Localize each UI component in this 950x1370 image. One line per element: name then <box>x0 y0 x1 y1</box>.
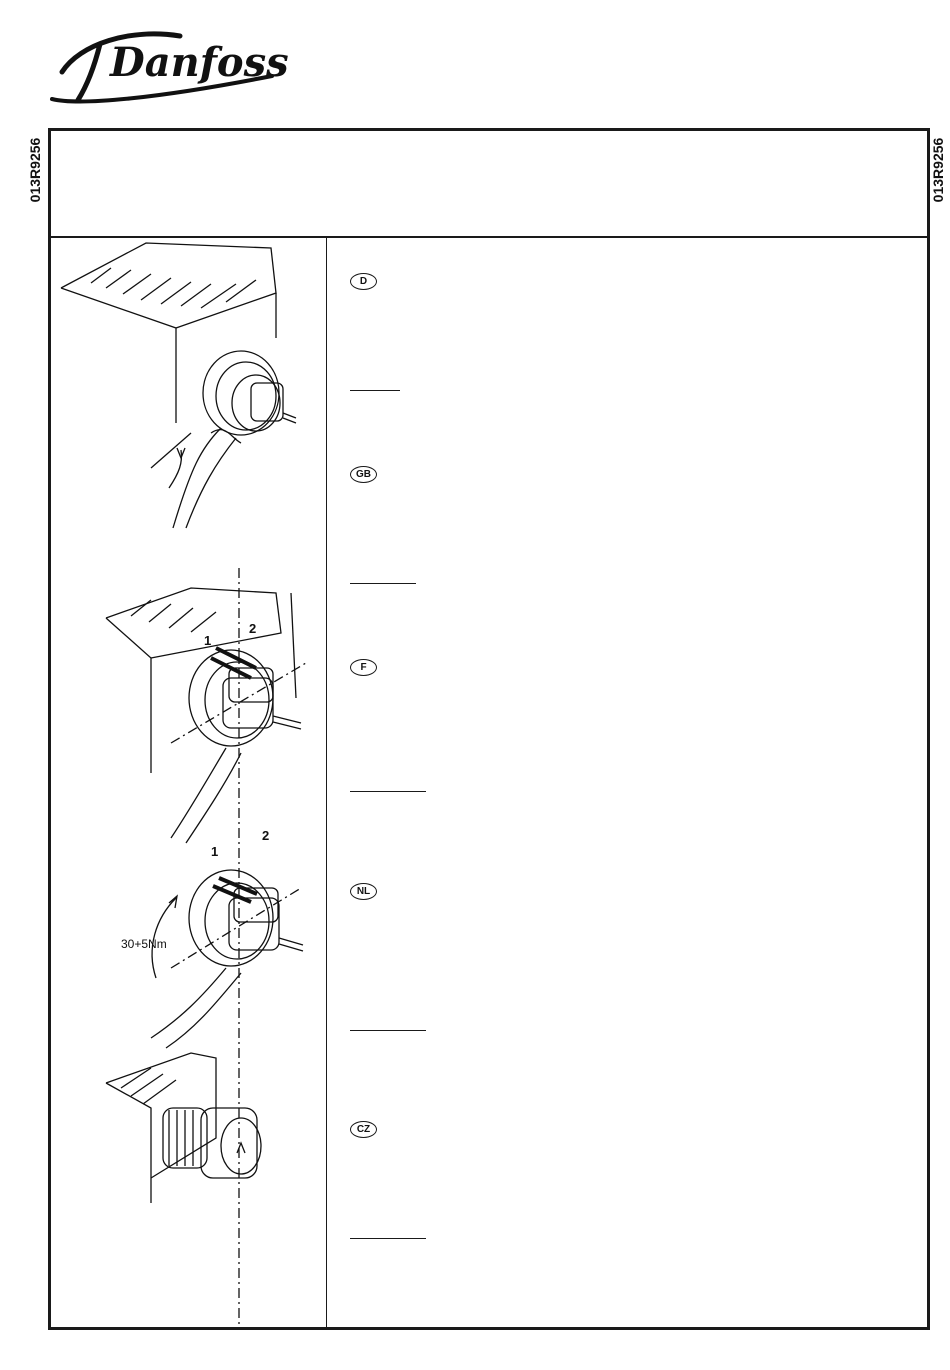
doc-code-left: 013R9256 <box>27 137 43 203</box>
lang-badge-gb: GB <box>350 466 377 483</box>
torque-label: 30+5Nm <box>121 937 167 951</box>
installation-illustrations <box>51 238 326 1327</box>
lang-badge-nl: NL <box>350 883 377 900</box>
header-band <box>51 131 927 238</box>
text-column <box>328 238 927 1327</box>
figure-3-label-2: 2 <box>262 828 270 843</box>
figure-2-label-2: 2 <box>249 621 257 636</box>
figure-sensor-mounted <box>106 1053 261 1203</box>
figure-3-label-1: 1 <box>211 844 219 859</box>
lang-badge-f: F <box>350 659 377 676</box>
section-separator <box>350 583 416 584</box>
logo-wordmark: Danfoss <box>110 39 289 86</box>
illustration-column <box>51 238 327 1327</box>
figure-torque-wrench <box>151 870 303 1048</box>
section-separator <box>350 1030 426 1031</box>
danfoss-logo <box>40 14 290 114</box>
lang-badge-cz: CZ <box>350 1121 377 1138</box>
lang-badge-d: D <box>350 273 377 290</box>
section-separator <box>350 791 426 792</box>
doc-code-right: 013R9256 <box>930 137 946 203</box>
document-frame <box>48 128 930 1330</box>
figure-radiator-wrench-1 <box>61 243 296 528</box>
section-separator <box>350 390 400 391</box>
figure-2-label-1: 1 <box>204 633 212 648</box>
section-separator <box>350 1238 426 1239</box>
